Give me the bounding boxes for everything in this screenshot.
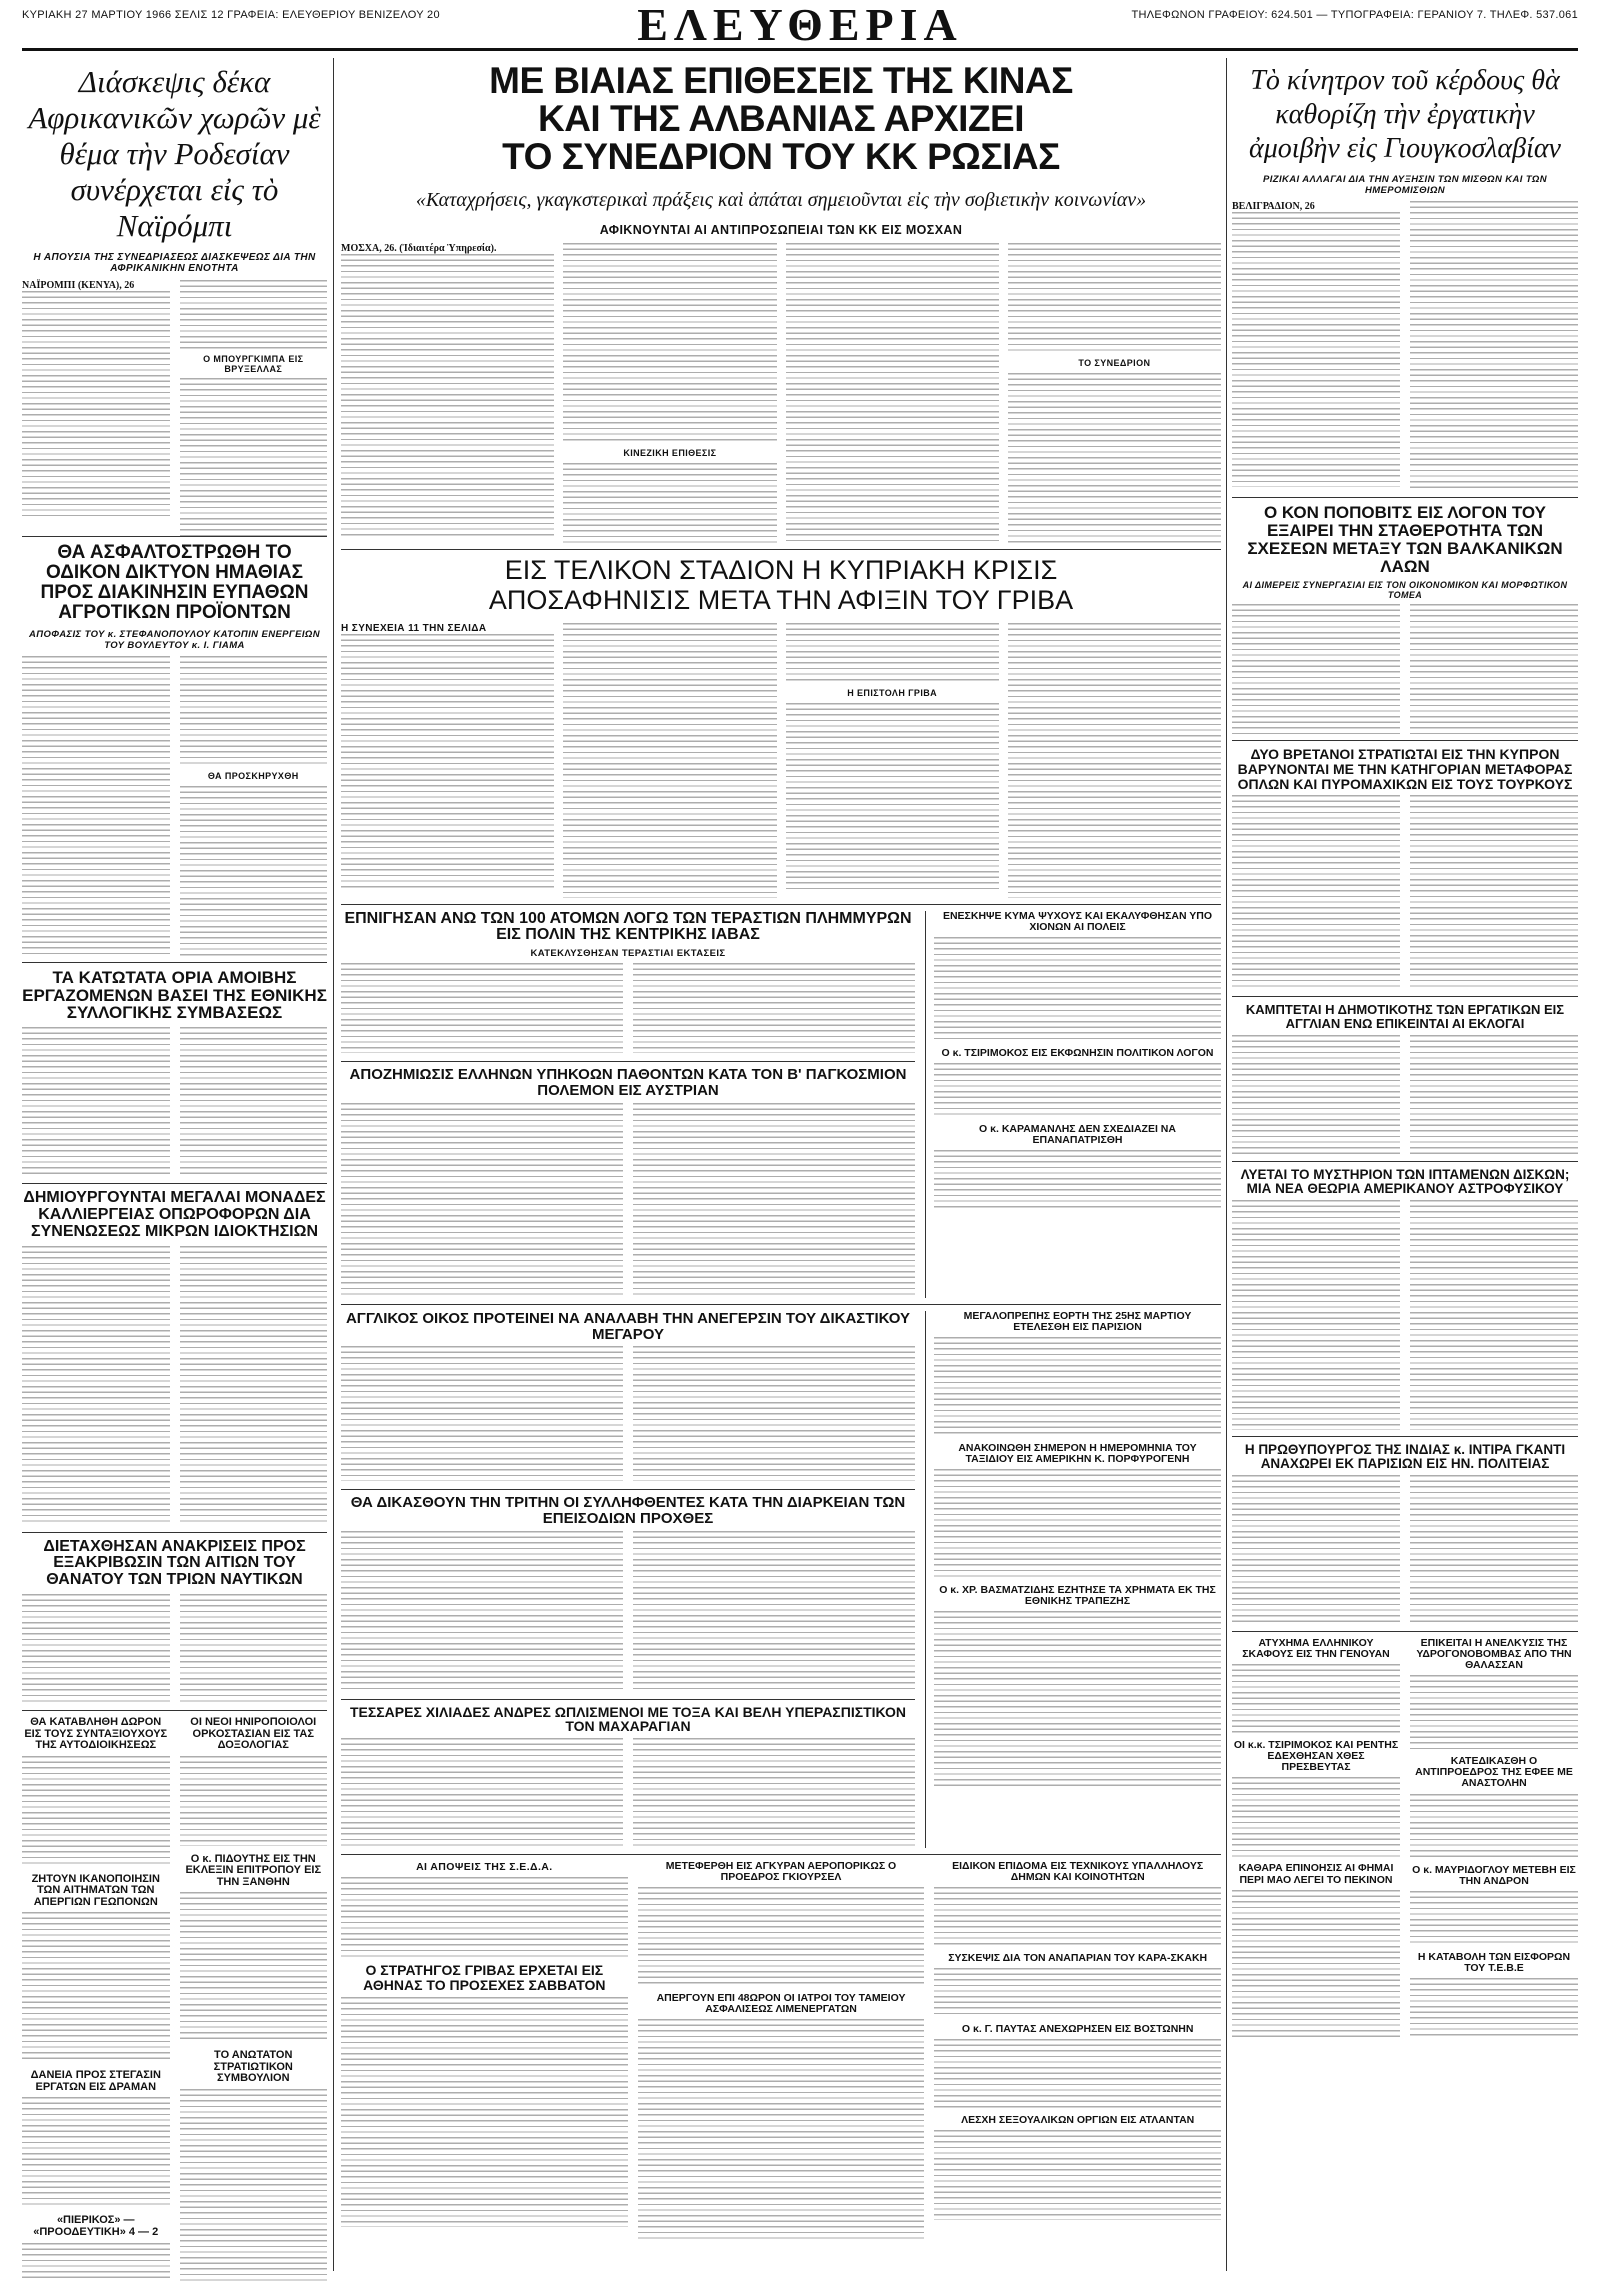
trip-headline: ΑΝΑΚΟΙΝΩΘΗ ΣΗΜΕΡΟΝ Η ΗΜΕΡΟΜΗΝΙΑ ΤΟΥ ΤΑΞΙΔΙΟΥ ΕΙΣ ΑΜΕΡΙΚΗΝ Κ. ΠΟΡΦΥΡΟΓΕΝΗ xyxy=(958,1441,1197,1465)
article-subhead: ΘΑ ΠΡΟΣΚΗΡΥΧΘΗ xyxy=(207,770,299,781)
balkan-headline: Ο ΚΟΝ ΠΟΠΟΒΙΤΣ ΕΙΣ ΛΟΓΟΝ ΤΟΥ ΕΞΑΙΡΕΙ ΤΗΝ ΣΤΑΘΕΡΟΤΗΤΑ ΤΩΝ ΣΧΕΣΕΩΝ ΜΕΤΑΞΥ ΤΩΝ ΒΑΛΚΑΝΙΚΩΝ ΛΑΩΝ xyxy=(1247,503,1563,576)
short-headline: ΟΙ κ.κ. ΤΣΙΡΙΜΟΚΟΣ ΚΑΙ ΡΕΝΤΗΣ ΕΔΕΧΘΗΣΑΝ ΧΘΕΣ ΠΡΕΣΒΕΥΤΑΣ xyxy=(1233,1739,1399,1774)
labour-headline: ΚΑΜΠΤΕΤΑΙ Η ΔΗΜΟΤΙΚΟΤΗΣ ΤΩΝ ΕΡΓΑΤΙΚΩΝ ΕΙΣ ΑΓΓΛΙΑΝ ΕΝΩ ΕΠΙΚΕΙΝΤΑΙ ΑΙ ΕΚΛΟΓΑΙ xyxy=(1245,1002,1565,1032)
short-headline: Ο κ. ΜΑΥΡΙΔΟΓΛΟΥ ΜΕΤΕΒΗ ΕΙΣ ΤΗΝ ΑΝΔΡΟΝ xyxy=(1412,1863,1576,1887)
asphalt-headline: ΘΑ ΑΣΦΑΛΤΟΣΤΡΩΘΗ ΤΟ ΟΔΙΚΟΝ ΔΙΚΤΥΟΝ ΗΜΑΘΙΑΣ ΠΡΟΣ ΔΙΑΚΙΝΗΣΙΝ ΕΥΠΑΘΩΝ ΑΓΡΟΤΙΚΩΝ ΠΡΟΪΟΝΤΩΝ xyxy=(40,542,309,623)
main-italic-deck: «Καταχρήσεις, γκαγκστερικαὶ πράξεις καὶ ἀπάται σημειοῦνται εἰς τὴν σοβιετικὴν κοινωνίαν» xyxy=(415,189,1147,211)
balkan-subheadline: ΑΙ ΔΙΜΕΡΕΙΣ ΣΥΝΕΡΓΑΣΙΑΙ ΕΙΣ ΤΟΝ ΟΙΚΟΝΟΜΙΚΟΝ ΚΑΙ ΜΟΡΦΩΤΙΚΟΝ ΤΟΜΕΑ xyxy=(1242,580,1568,601)
wages-article xyxy=(22,962,327,1178)
india-headline: ΤΕΣΣΑΡΕΣ ΧΙΛΙΑΔΕΣ ΑΝΔΡΕΣ ΩΠΛΙΣΜΕΝΟΙ ΜΕ ΤΟΞΑ ΚΑΙ ΒΕΛΗ ΥΠΕΡΑΣΠΙΣΤΙΚΟΝ ΤΟΝ ΜΑΧΑΡΑΓΙΑΝ xyxy=(341,1699,915,1734)
wages-headline: ΤΑ ΚΑΤΩΤΑΤΑ ΟΡΙΑ ΑΜΟΙΒΗΣ ΕΡΓΑΖΟΜΕΝΩΝ ΒΑΣΕΙ ΤΗΣ ΕΘΝΙΚΗΣ ΣΥΛΛΟΓΙΚΗΣ ΣΥΜΒΑΣΕΩΣ xyxy=(22,967,327,1023)
main-headline-line-1: ΜΕ ΒΙΑΙΑΣ ΕΠΙΘΕΣΕΙΣ ΤΗΣ ΚΙΝΑΣ xyxy=(489,60,1073,101)
short-headline: Η ΚΑΤΑΒΟΛΗ ΤΩΝ ΕΙΣΦΟΡΩΝ ΤΟΥ Τ.Ε.Β.Ε xyxy=(1417,1950,1571,1974)
main-headline-line-2: ΚΑΙ ΤΗΣ ΑΛΒΑΝΙΑΣ ΑΡΧΙΖΕΙ xyxy=(537,98,1025,139)
newspaper-title: ΕΛΕΥΘΕΡΙΑ xyxy=(637,0,963,50)
column-divider xyxy=(333,58,334,2271)
right-short-news xyxy=(1232,1631,1578,2058)
short-headline: ΖΗΤΟΥΝ ΙΚΑΝΟΠΟΙΗΣΙΝ ΤΩΝ ΑΙΤΗΜΑΤΩΝ ΤΩΝ ΑΠΕΡΓΙΩΝ ΓΕΩΠΟΝΩΝ xyxy=(31,1872,160,1908)
courthouse-article xyxy=(341,1311,915,1848)
tsirimokos-headline: Ο κ. ΤΣΙΡΙΜΟΚΟΣ ΕΙΣ ΕΚΦΩΝΗΣΙΝ ΠΟΛΙΤΙΚΟΝ ΛΟΓΟΝ xyxy=(941,1046,1214,1059)
soldiers-headline: ΔΥΟ ΒΡΕΤΑΝΟΙ ΣΤΡΑΤΙΩΤΑΙ ΕΙΣ ΤΗΝ ΚΥΠΡΟΝ ΒΑΡΥΝΟΝΤΑΙ ΜΕ ΤΗΝ ΚΑΤΗΓΟΡΙΑΝ ΜΕΤΑΦΟΡΑΣ ΟΠΛΩΝ ΚΑΙ ΠΥΡΟΜΑΧΙΚΩΝ ΕΙΣ ΤΟΥΣ ΤΟΥΡΚΟΥΣ xyxy=(1237,746,1573,792)
anniversary-headline: ΜΕΓΑΛΟΠΡΕΠΗΣ ΕΟΡΤΗ ΤΗΣ 25ΗΣ ΜΑΡΤΙΟΥ ΕΤΕΛΕΣΘΗ ΕΙΣ ΠΑΡΙΣΙΟΝ xyxy=(963,1309,1192,1333)
short-headline: ΤΟ ΑΝΩΤΑΤΟΝ ΣΤΡΑΤΙΩΤΙΚΟΝ ΣΥΜΒΟΥΛΙΟΝ xyxy=(213,2049,293,2085)
short-headline: ΔΑΝΕΙΑ ΠΡΟΣ ΣΤΕΓΑΣΙΝ ΕΡΓΑΤΩΝ ΕΙΣ ΔΡΑΜΑΝ xyxy=(30,2069,161,2093)
continuation-note: Η ΣΥΝΕΧΕΙΑ 11 ΤΗΝ ΣΕΛΙΔΑ xyxy=(341,622,487,634)
right-column xyxy=(1232,58,1578,2281)
short-headline: Ο κ. ΠΙΔΟΥΤΗΣ ΕΙΣ ΤΗΝ ΕΚΛΕΞΙΝ ΕΠΙΤΡΟΠΟΥ ΕΙΣ ΤΗΝ ΞΑΝΘΗΝ xyxy=(185,1852,322,1888)
sailors-article xyxy=(22,1532,327,1704)
masthead-rule xyxy=(22,48,1578,51)
doctors-headline: ΑΠΕΡΓΟΥΝ ΕΠΙ 48ΩΡΟΝ ΟΙ ΙΑΤΡΟΙ ΤΟΥ ΤΑΜΕΙΟΥ ΑΣΦΑΛΙΣΕΩΣ ΛΙΜΕΝΕΡΓΑΤΩΝ xyxy=(656,1992,906,2016)
side-news xyxy=(925,911,1221,1298)
article-subhead: ΤΟ ΣΥΝΕΔΡΙΟΝ xyxy=(1078,358,1151,368)
short-headline: ΑΤΥΧΗΜΑ ΕΛΛΗΝΙΚΟΥ ΣΚΑΦΟΥΣ ΕΙΣ ΤΗΝ ΓΕΝΟΥΑΝ xyxy=(1242,1637,1390,1661)
gursel-headline: ΜΕΤΕΦΕΡΘΗ ΕΙΣ ΑΓΚΥΡΑΝ ΑΕΡΟΠΟΡΙΚΩΣ Ο ΠΡΟΕΔΡΟΣ ΓΚΙΟΥΡΣΕΛ xyxy=(665,1860,897,1884)
austria-headline: ΑΠΟΖΗΜΙΩΣΙΣ ΕΛΛΗΝΩΝ ΥΠΗΚΟΩΝ ΠΑΘΟΝΤΩΝ ΚΑΤΑ ΤΟΝ Β' ΠΑΓΚΟΣΜΙΟΝ ΠΟΛΕΜΟΝ ΕΙΣ ΑΥΣΤΡΙΑΝ xyxy=(341,1061,915,1099)
mid-row xyxy=(341,904,1221,1298)
short-headline: ΟΙ ΝΕΟΙ ΗΝΙΡΟΠΟΙΟΛΟΙ ΟΡΚΟΣΤΑΣΙΑΝ ΕΙΣ ΤΑΣ ΔΟΞΟΛΟΓΙΑΣ xyxy=(190,1716,317,1752)
vasmatzidis-headline: Ο κ. ΧΡ. ΒΑΣΜΑΤΖΙΔΗΣ ΕΖΗΤΗΣΕ ΤΑ ΧΡΗΜΑΤΑ ΕΚ ΤΗΣ ΕΘΝΙΚΗΣ ΤΡΑΠΕΖΗΣ xyxy=(939,1583,1216,1607)
short-headline: ΚΑΤΕΔΙΚΑΣΘΗ Ο ΑΝΤΙΠΡΟΕΔΡΟΣ ΤΗΣ ΕΦΕΕ ΜΕ ΑΝΑΣΤΟΛΗΝ xyxy=(1415,1755,1573,1790)
main-article-body xyxy=(341,243,1221,543)
crops-headline: ΔΗΜΙΟΥΡΓΟΥΝΤΑΙ ΜΕΓΑΛΑΙ ΜΟΝΑΔΕΣ ΚΑΛΛΙΕΡΓΕΙΑΣ ΟΠΩΡΟΦΟΡΩΝ ΔΙΑ ΣΥΝΕΝΩΣΕΩΣ ΜΙΚΡΩΝ ΙΔΙΟΚΤΗΣΙΩΝ xyxy=(23,1189,326,1240)
allowance-headline: ΕΙΔΙΚΟΝ ΕΠΙΔΟΜΑ ΕΙΣ ΤΕΧΝΙΚΟΥΣ ΥΠΑΛΛΗΛΟΥΣ ΔΗΜΩΝ ΚΑΙ ΚΟΙΝΟΤΗΤΩΝ xyxy=(952,1860,1204,1884)
main-headline-line-3: ΤΟ ΣΥΝΕΔΡΙΟΝ ΤΟΥ ΚΚ ΡΩΣΙΑΣ xyxy=(502,136,1060,177)
iowa-subheadline: ΚΑΤΕΚΛΥΣΘΗΣΑΝ ΤΕΡΑΣΤΙΑΙ ΕΚΤΑΣΕΙΣ xyxy=(530,948,726,960)
article-subhead: Ο ΜΠΟΥΡΓΚΙΜΠΑ ΕΙΣ ΒΡΥΞΕΛΛΑΣ xyxy=(203,354,304,374)
asphalt-article xyxy=(22,536,327,956)
club-headline: ΛΕΣΧΗ ΣΕΞΟΥΑΛΙΚΩΝ ΟΡΓΙΩΝ ΕΙΣ ΑΤΛΑΝΤΑΝ xyxy=(961,2114,1195,2127)
column-divider xyxy=(1226,58,1227,2271)
article-subhead: ΚΙΝΕΖΙΚΗ ΕΠΙΘΕΣΙΣ xyxy=(623,448,717,458)
date-line: ΚΥΡΙΑΚΗ 27 ΜΑΡΤΙΟΥ 1966 ΣΕΛΙΣ 12 ΓΡΑΦΕΙΑ: ΕΛΕΥΘΕΡΙΟΥ ΒΕΝΙΖΕΛΟΥ 20 xyxy=(22,9,440,21)
short-headline: ΘΑ ΚΑΤΑΒΛΗΘΗ ΔΩΡΟΝ ΕΙΣ ΤΟΥΣ ΣΥΝΤΑΞΙΟΥΧΟΥΣ ΤΗΣ ΑΥΤΟΔΙΟΙΚΗΣΕΩΣ xyxy=(24,1716,168,1752)
lead-subheadline: Η ΑΠΟΥΣΙΑ ΤΗΣ ΣΥΝΕΔΡΙΑΣΕΩΣ ΔΙΑΣΚΕΨΕΩΣ ΔΙΑ ΤΗΝ ΑΦΡΙΚΑΝΙΚΗΝ ΕΝΟΤΗΤΑ xyxy=(33,252,316,274)
ufo-headline: ΛΥΕΤΑΙ ΤΟ ΜΥΣΤΗΡΙΟΝ ΤΩΝ ΙΠΤΑΜΕΝΩΝ ΔΙΣΚΩΝ; ΜΙΑ ΝΕΑ ΘΕΩΡΙΑ ΑΜΕΡΙΚΑΝΟΥ ΑΣΤΡΟΦΥΣΙΚΟΥ xyxy=(1240,1166,1570,1196)
meeting-headline: ΣΥΣΚΕΨΙΣ ΔΙΑ ΤΟΝ ΑΝΑΠΑΡΙΑΝ ΤΟΥ ΚΑΡΑ-ΣΚΑΚΗ xyxy=(948,1952,1208,1965)
cold-headline: ΕΝΕΣΚΗΨΕ ΚΥΜΑ ΨΥΧΟΥΣ ΚΑΙ ΕΚΑΛΥΦΘΗΣΑΝ ΥΠΟ ΧΙΟΝΩΝ ΑΙ ΠΟΛΕΙΣ xyxy=(942,909,1213,933)
side-news-2 xyxy=(925,1311,1221,1848)
iowa-headline: ΕΠΝΙΓΗΣΑΝ ΑΝΩ ΤΩΝ 100 ΑΤΟΜΩΝ ΛΟΓΩ ΤΩΝ ΤΕΡΑΣΤΙΩΝ ΠΛΗΜΜΥΡΩΝ ΕΙΣ ΠΟΛΙΝ ΤΗΣ ΚΕΝΤΡΙΚΗΣ ΙΑΒΑΣ xyxy=(344,909,912,944)
dateline: ΒΕΛΙΓΡΑΔΙΟΝ, 26 xyxy=(1232,201,1315,212)
crops-article xyxy=(22,1183,327,1525)
asphalt-subheadline: ΑΠΟΦΑΣΙΣ ΤΟΥ κ. ΣΤΕΦΑΝΟΠΟΥΛΟΥ ΚΑΤΟΠΙΝ ΕΝΕΡΓΕΙΩΝ ΤΟΥ ΒΟΥΛΕΥΤΟΥ κ. Ι. ΓΙΑΜΑ xyxy=(29,628,320,651)
lead-article-body xyxy=(22,280,327,530)
short-news xyxy=(22,1710,327,2281)
article-subhead: Η ΕΠΙΣΤΟΛΗ ΓΡΙΒΑ xyxy=(847,687,938,698)
center-column xyxy=(341,58,1221,2281)
balkan-article xyxy=(1232,497,1578,734)
india-pm-article xyxy=(1232,1436,1578,1625)
sailors-headline: ΔΙΕΤΑΧΘΗΣΑΝ ΑΝΑΚΡΙΣΕΙΣ ΠΡΟΣ ΕΞΑΚΡΙΒΩΣΙΝ ΤΩΝ ΑΙΤΙΩΝ ΤΟΥ ΘΑΝΑΤΟΥ ΤΩΝ ΤΡΙΩΝ ΝΑΥΤΙΚΩΝ xyxy=(43,1537,306,1589)
short-headline: ΚΑΘΑΡΑ ΕΠΙΝΟΗΣΙΣ ΑΙ ΦΗΜΑΙ ΠΕΡΙ ΜΑΟ ΛΕΓΕΙ ΤΟ ΠΕΚΙΝΟΝ xyxy=(1238,1862,1394,1886)
grivas-arrival-headline: Ο ΣΤΡΑΤΗΓΟΣ ΓΡΙΒΑΣ ΕΡΧΕΤΑΙ ΕΙΣ ΑΘΗΝΑΣ ΤΟ ΠΡΟΣΕΧΕΣ ΣΑΒΒΑΤΟΝ xyxy=(363,1962,606,1993)
courthouse-headline: ΑΓΓΛΙΚΟΣ ΟΙΚΟΣ ΠΡΟΤΕΙΝΕΙ ΝΑ ΑΝΑΛΑΒΗ ΤΗΝ ΑΝΕΓΕΡΣΙΝ ΤΟΥ ΔΙΚΑΣΤΙΚΟΥ ΜΕΓΑΡΟΥ xyxy=(345,1309,911,1343)
yugoslavia-subheadline: ΡΙΖΙΚΑΙ ΑΛΛΑΓΑΙ ΔΙΑ ΤΗΝ ΑΥΞΗΣΙΝ ΤΩΝ ΜΙΣΘΩΝ ΚΑΙ ΤΩΝ ΗΜΕΡΟΜΙΣΘΙΩΝ xyxy=(1263,174,1547,196)
lead-headline: Διάσκεψις δέκα Αφρικανικῶν χωρῶν μὲ θέμα τὴν Ροδεσίαν συνέρχεται εἰς τὸ Ναϊρόμπι xyxy=(28,64,321,243)
cyprus-headline-2: ΑΠΟΣΑΦΗΝΙΣΙΣ ΜΕΤΑ ΤΗΝ ΑΦΙΞΙΝ ΤΟΥ ΓΡΙΒΑ xyxy=(488,585,1074,616)
yugoslavia-headline: Τὸ κίνητρον τοῦ κέρδους θὰ καθορίζη τὴν ἐργατικὴν ἀμοιβὴν εἰς Γιουγκοσλαβίαν xyxy=(1249,65,1561,164)
iowa-article xyxy=(341,911,915,1298)
india-pm-headline: Η ΠΡΩΘΥΠΟΥΡΓΟΣ ΤΗΣ ΙΝΔΙΑΣ κ. ΙΝΤΙΡΑ ΓΚΑΝΤΙ ΑΝΑΧΩΡΕΙ ΕΚ ΠΑΡΙΣΙΩΝ ΕΙΣ ΗΝ. ΠΟΛΙΤΕΙΑΣ xyxy=(1244,1442,1566,1472)
paytas-headline: Ο κ. Γ. ΠΑΥΤΑΣ ΑΝΕΧΩΡΗΣΕΝ ΕΙΣ ΒΟΣΤΩΝΗΝ xyxy=(961,2023,1194,2036)
dateline: ΜΟΣΧΑ, 26. (Ἰδιαιτέρα Ὑπηρεσία). xyxy=(341,243,497,254)
dateline: ΝΑΪΡΟΜΠΙ (ΚΕΝΥΑ), 26 xyxy=(22,280,135,291)
main-subheadline: ΑΦΙΚΝΟΥΝΤΑΙ ΑΙ ΑΝΤΙΠΡΟΣΩΠΕΙΑΙ ΤΩΝ ΚΚ ΕΙΣ ΜΟΣΧΑΝ xyxy=(599,223,963,237)
short-headline: «ΠΙΕΡΙΚΟΣ» — «ΠΡΟΟΔΕΥΤΙΚΗ» 4 — 2 xyxy=(33,2214,159,2238)
phones-line: ΤΗΛΕΦΩΝΟΝ ΓΡΑΦΕΙΟΥ: 624.501 — ΤΥΠΟΓΡΑΦΕΙΑ: ΓΕΡΑΝΙΟΥ 7. ΤΗΛΕΦ. 537.061 xyxy=(1131,9,1578,21)
trial-headline: ΘΑ ΔΙΚΑΣΘΟΥΝ ΤΗΝ ΤΡΙΤΗΝ ΟΙ ΣΥΛΛΗΦΘΕΝΤΕΣ ΚΑΤΑ ΤΗΝ ΔΙΑΡΚΕΙΑΝ ΤΩΝ ΕΠΕΙΣΟΔΙΩΝ ΠΡΟΧΘΕΣ xyxy=(341,1489,915,1527)
cyprus-headline-1: ΕΙΣ ΤΕΛΙΚΟΝ ΣΤΑΔΙΟΝ Η ΚΥΠΡΙΑΚΗ ΚΡΙΣΙΣ xyxy=(504,555,1058,585)
short-headline: ΕΠΙΚΕΙΤΑΙ Η ΑΝΕΛΚΥΣΙΣ ΤΗΣ ΥΔΡΟΓΟΝΟΒΟΜΒΑΣ ΑΠΟ ΤΗΝ ΘΑΛΑΣΣΑΝ xyxy=(1416,1637,1572,1672)
left-column xyxy=(22,58,327,2281)
ufo-article xyxy=(1232,1161,1578,1430)
labour-article xyxy=(1232,996,1578,1154)
karamanlis-headline: Ο κ. ΚΑΡΑΜΑΝΛΗΣ ΔΕΝ ΣΧΕΔΙΑΖΕΙ ΝΑ ΕΠΑΝΑΠΑΤΡΙΣΘΗ xyxy=(979,1122,1176,1146)
eda-headline: ΑΙ ΑΠΟΨΕΙΣ ΤΗΣ Σ.Ε.Δ.Α. xyxy=(416,1861,553,1874)
cyprus-article xyxy=(341,549,1221,898)
bottom-row xyxy=(341,1854,1221,2281)
soldiers-article xyxy=(1232,740,1578,990)
lower-row xyxy=(341,1304,1221,1848)
